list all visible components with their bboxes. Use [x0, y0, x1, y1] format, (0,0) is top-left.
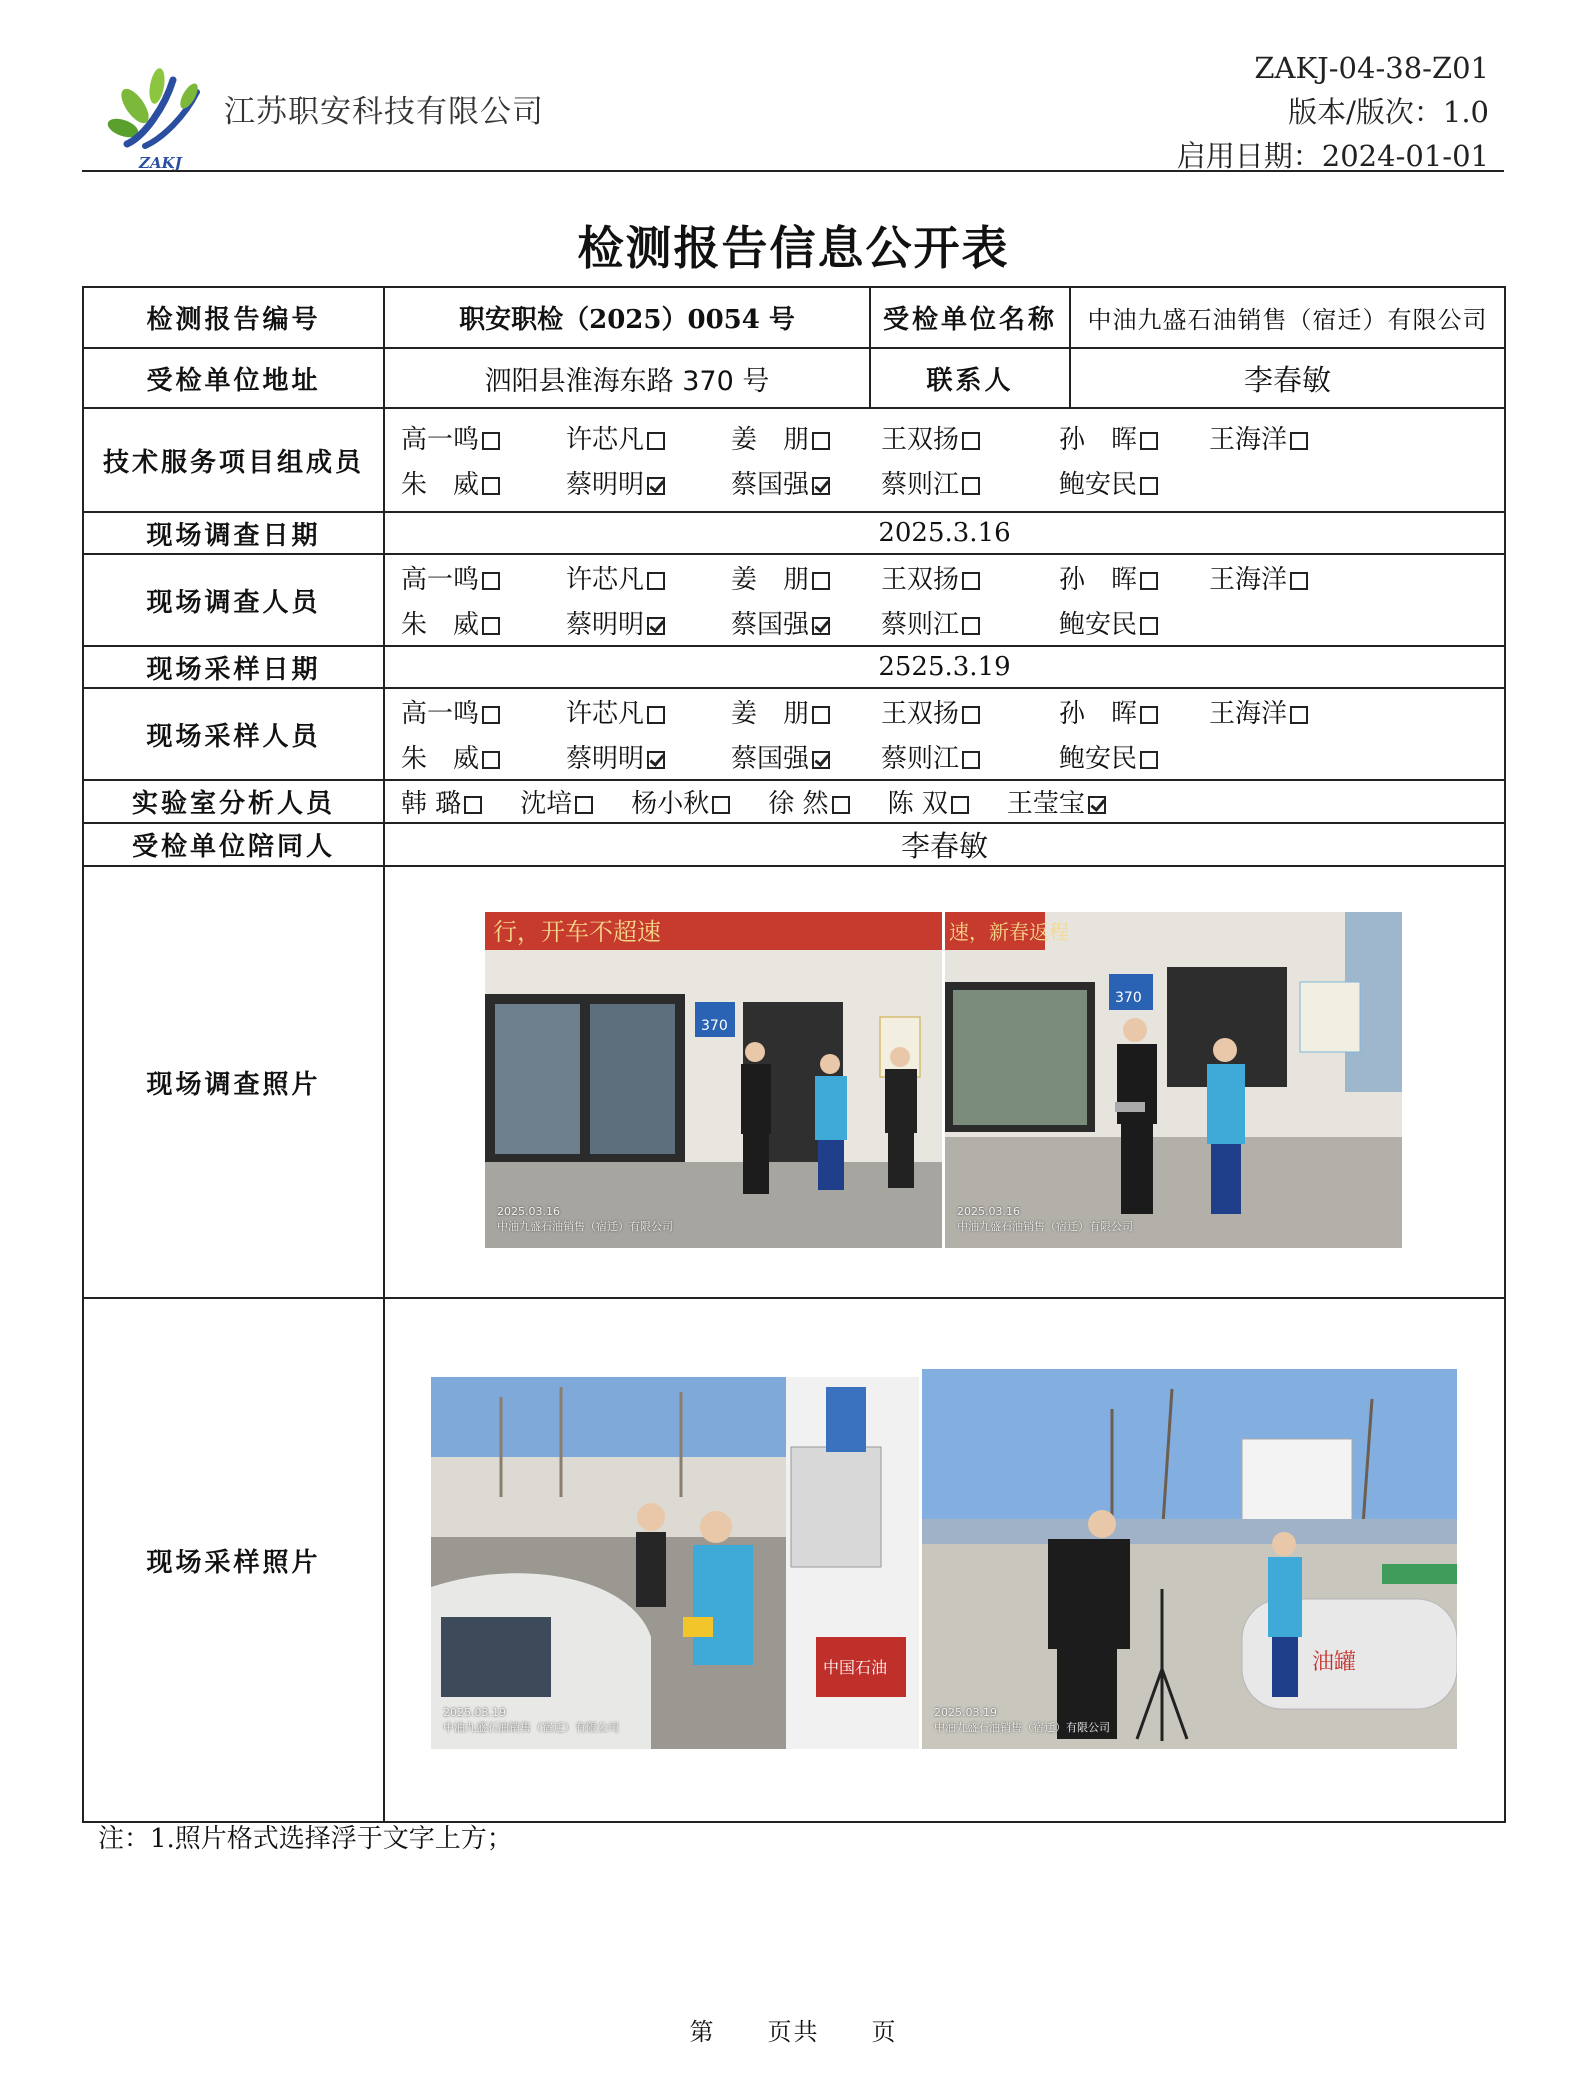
unchecked-checkbox[interactable]	[812, 432, 830, 450]
unchecked-checkbox[interactable]	[482, 617, 500, 635]
row-survey-staff	[83, 554, 1505, 646]
value-unit-name: 中油九盛石油销售（宿迁）有限公司	[1070, 287, 1505, 348]
member-item	[401, 738, 566, 775]
unchecked-checkbox[interactable]	[832, 796, 850, 814]
sampling-photo-2	[922, 1369, 1457, 1749]
sampling-photo-2-tank-text: 油罐	[1312, 1650, 1357, 1675]
member-name: 王双扬	[881, 565, 960, 595]
member-item	[1059, 559, 1209, 596]
label-escort: 受检单位陪同人	[83, 823, 384, 866]
unchecked-checkbox[interactable]	[1290, 572, 1308, 590]
unchecked-checkbox[interactable]	[647, 706, 665, 724]
survey-photo-2	[945, 912, 1402, 1248]
company-name: 江苏职安科技有限公司	[224, 94, 544, 130]
member-name: 王莹宝	[1006, 789, 1085, 819]
member-item	[731, 693, 881, 730]
survey-photo-1-caption: 中油九盛石油销售（宿迁）有限公司	[497, 1220, 673, 1233]
unchecked-checkbox[interactable]	[1140, 751, 1158, 769]
company-logo	[105, 66, 210, 170]
unchecked-checkbox[interactable]	[464, 796, 482, 814]
row-address	[83, 348, 1505, 408]
unchecked-checkbox[interactable]	[712, 796, 730, 814]
member-item	[731, 559, 881, 596]
value-survey-date: 2025.3.16	[384, 512, 1505, 554]
member-name: 王海洋	[1209, 699, 1288, 729]
unchecked-checkbox[interactable]	[575, 796, 593, 814]
value-address: 泗阳县淮海东路 370 号	[384, 348, 870, 408]
unchecked-checkbox[interactable]	[812, 706, 830, 724]
label-sampling-date: 现场采样日期	[83, 646, 384, 688]
member-grid-survey	[395, 555, 1494, 645]
form-title: 检测报告信息公开表	[577, 221, 1010, 275]
member-name: 朱 威	[401, 610, 480, 640]
unchecked-checkbox[interactable]	[1290, 706, 1308, 724]
member-name: 鲍安民	[1059, 470, 1138, 500]
member-item	[1059, 419, 1209, 456]
member-item	[1059, 693, 1209, 730]
member-item	[1209, 419, 1359, 456]
unchecked-checkbox[interactable]	[482, 477, 500, 495]
unchecked-checkbox[interactable]	[1140, 706, 1158, 724]
unchecked-checkbox[interactable]	[962, 432, 980, 450]
member-name: 蔡明明	[566, 610, 645, 640]
doc-code: ZAKJ-04-38-Z01	[1254, 51, 1489, 85]
member-item	[881, 559, 1059, 596]
row-survey-date	[83, 512, 1505, 554]
sampling-photo-1-caption: 中油九盛石油销售（宿迁）有限公司	[443, 1721, 619, 1734]
member-name: 蔡明明	[566, 744, 645, 774]
member-item	[401, 419, 566, 456]
member-item	[1209, 559, 1359, 596]
member-name: 徐 然	[768, 789, 829, 819]
member-item	[731, 738, 881, 775]
member-name: 高一鸣	[401, 699, 480, 729]
value-sampling-date: 2525.3.19	[384, 646, 1505, 688]
value-report-no: 职安职检（2025）0054 号	[384, 287, 870, 348]
checked-checkbox[interactable]	[1088, 796, 1106, 814]
value-contact: 李春敏	[1070, 348, 1505, 408]
unchecked-checkbox[interactable]	[951, 796, 969, 814]
member-item	[881, 419, 1059, 456]
member-name: 孙 晖	[1059, 565, 1138, 595]
unchecked-checkbox[interactable]	[482, 572, 500, 590]
member-name: 王海洋	[1209, 565, 1288, 595]
member-name: 朱 威	[401, 744, 480, 774]
checked-checkbox[interactable]	[812, 751, 830, 769]
member-name: 高一鸣	[401, 565, 480, 595]
member-grid-lab	[395, 783, 1494, 820]
member-item	[401, 693, 566, 730]
member-name: 蔡则江	[881, 610, 960, 640]
survey-photo-cell	[384, 866, 1505, 1298]
member-name: 王双扬	[881, 425, 960, 455]
member-item	[1059, 604, 1209, 641]
member-item	[401, 464, 566, 501]
sampling-photo-1-date: 2025.03.19	[443, 1706, 506, 1719]
member-name: 蔡明明	[566, 470, 645, 500]
member-item	[401, 559, 566, 596]
label-report-no: 检测报告编号	[83, 287, 384, 348]
member-item	[566, 464, 731, 501]
member-item	[566, 693, 731, 730]
member-item	[881, 604, 1059, 641]
sampling-photo-2-date: 2025.03.19	[934, 1706, 997, 1719]
member-item	[520, 783, 593, 820]
member-item	[1209, 693, 1359, 730]
member-item	[888, 783, 969, 820]
member-name: 蔡则江	[881, 744, 960, 774]
member-item	[566, 559, 731, 596]
row-team	[83, 408, 1505, 512]
label-survey-staff: 现场调查人员	[83, 554, 384, 646]
unchecked-checkbox[interactable]	[647, 572, 665, 590]
member-name: 鲍安民	[1059, 610, 1138, 640]
member-item	[566, 419, 731, 456]
document-meta	[1177, 46, 1489, 178]
checked-checkbox[interactable]	[647, 751, 665, 769]
member-item	[401, 783, 482, 820]
member-name: 孙 晖	[1059, 425, 1138, 455]
member-name: 蔡国强	[731, 470, 810, 500]
unchecked-checkbox[interactable]	[962, 706, 980, 724]
member-item	[566, 738, 731, 775]
member-name: 姜 朋	[731, 425, 810, 455]
row-sampling-date	[83, 646, 1505, 688]
unchecked-checkbox[interactable]	[1140, 477, 1158, 495]
doc-version: 版本/版次：1.0	[1288, 95, 1489, 129]
member-name: 沈培	[520, 789, 573, 819]
member-grid-team	[395, 415, 1494, 505]
unchecked-checkbox[interactable]	[962, 572, 980, 590]
member-name: 许芯凡	[566, 565, 645, 595]
label-sampling-photos: 现场采样照片	[83, 1298, 384, 1822]
member-item	[881, 738, 1059, 775]
member-item	[1059, 738, 1209, 775]
label-contact: 联系人	[870, 348, 1070, 408]
survey-photo-2-house-no: 370	[1115, 990, 1142, 1006]
member-name: 王双扬	[881, 699, 960, 729]
unchecked-checkbox[interactable]	[482, 432, 500, 450]
checked-checkbox[interactable]	[647, 617, 665, 635]
member-name: 鲍安民	[1059, 744, 1138, 774]
member-name: 杨小秋	[631, 789, 710, 819]
member-item	[1007, 783, 1106, 820]
member-name: 韩 璐	[401, 789, 462, 819]
sampling-photo-cell	[384, 1298, 1505, 1822]
label-unit-name: 受检单位名称	[870, 287, 1070, 348]
row-sampling-photos	[83, 1298, 1505, 1822]
member-item	[1059, 464, 1209, 501]
row-escort	[83, 823, 1505, 866]
member-name: 姜 朋	[731, 565, 810, 595]
member-item	[881, 464, 1059, 501]
unchecked-checkbox[interactable]	[962, 477, 980, 495]
member-name: 朱 威	[401, 470, 480, 500]
member-item	[881, 693, 1059, 730]
value-escort: 李春敏	[384, 823, 1505, 866]
survey-photo-1-banner: 行，开车不超速	[493, 918, 661, 946]
survey-photo-2-date: 2025.03.16	[957, 1205, 1020, 1218]
member-item	[401, 604, 566, 641]
header-divider	[82, 170, 1504, 172]
member-item	[731, 604, 881, 641]
survey-photo-1	[485, 912, 942, 1248]
member-name: 陈 双	[887, 789, 948, 819]
unchecked-checkbox[interactable]	[962, 751, 980, 769]
checked-checkbox[interactable]	[647, 477, 665, 495]
label-survey-photos: 现场调查照片	[83, 866, 384, 1298]
label-address: 受检单位地址	[83, 348, 384, 408]
member-name: 蔡则江	[881, 470, 960, 500]
member-grid-sampling	[395, 689, 1494, 779]
member-name: 高一鸣	[401, 425, 480, 455]
member-item	[731, 419, 881, 456]
sampling-photo-2-caption: 中油九盛石油销售（宿迁）有限公司	[934, 1721, 1110, 1734]
member-name: 蔡国强	[731, 744, 810, 774]
row-report-no	[83, 287, 1505, 348]
member-name: 孙 晖	[1059, 699, 1138, 729]
checked-checkbox[interactable]	[812, 477, 830, 495]
row-sampling-staff	[83, 688, 1505, 780]
footnote: 注：1.照片格式选择浮于文字上方；	[98, 1824, 513, 1854]
row-lab-staff	[83, 780, 1505, 823]
member-name: 许芯凡	[566, 699, 645, 729]
svg-text:ZAKJ: ZAKJ	[139, 154, 182, 170]
survey-photo-2-banner: 速，新春返程	[949, 920, 1069, 944]
label-sampling-staff: 现场采样人员	[83, 688, 384, 780]
survey-photo-1-house-no: 370	[701, 1018, 728, 1034]
unchecked-checkbox[interactable]	[1140, 572, 1158, 590]
unchecked-checkbox[interactable]	[482, 751, 500, 769]
member-item	[731, 464, 881, 501]
unchecked-checkbox[interactable]	[1290, 432, 1308, 450]
label-lab-staff: 实验室分析人员	[83, 780, 384, 823]
member-item	[631, 783, 730, 820]
unchecked-checkbox[interactable]	[812, 572, 830, 590]
member-name: 蔡国强	[731, 610, 810, 640]
page-number: 第 页共 页	[689, 2018, 898, 2046]
label-team: 技术服务项目组成员	[83, 408, 384, 512]
row-survey-photos	[83, 866, 1505, 1298]
unchecked-checkbox[interactable]	[962, 617, 980, 635]
unchecked-checkbox[interactable]	[482, 706, 500, 724]
member-item	[768, 783, 849, 820]
sampling-photo-1	[431, 1377, 919, 1749]
checked-checkbox[interactable]	[812, 617, 830, 635]
member-name: 姜 朋	[731, 699, 810, 729]
unchecked-checkbox[interactable]	[647, 432, 665, 450]
member-item	[566, 604, 731, 641]
member-name: 王海洋	[1209, 425, 1288, 455]
unchecked-checkbox[interactable]	[1140, 617, 1158, 635]
survey-photo-2-caption: 中油九盛石油销售（宿迁）有限公司	[957, 1220, 1133, 1233]
info-table	[82, 286, 1506, 1823]
survey-photo-1-date: 2025.03.16	[497, 1205, 560, 1218]
unchecked-checkbox[interactable]	[1140, 432, 1158, 450]
label-survey-date: 现场调查日期	[83, 512, 384, 554]
doc-effective-date: 启用日期：2024-01-01	[1176, 139, 1489, 173]
member-name: 许芯凡	[566, 425, 645, 455]
sampling-photo-1-pump-text: 中国石油	[823, 1658, 888, 1677]
